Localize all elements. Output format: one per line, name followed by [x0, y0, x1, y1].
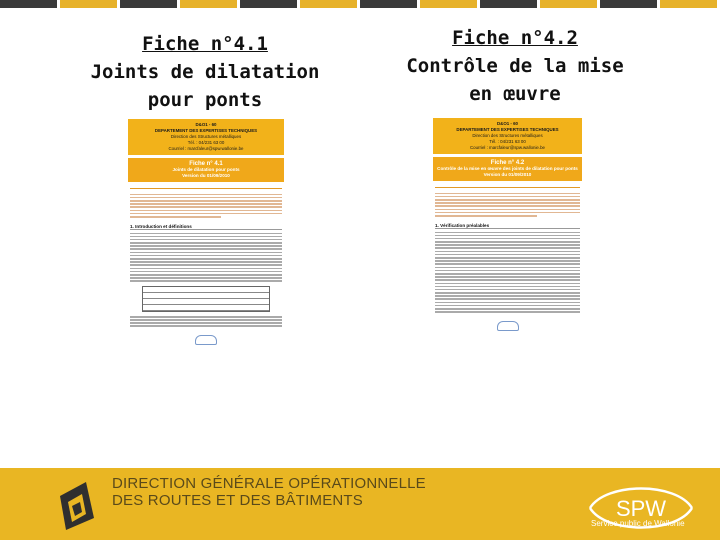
right-doc-version: Version du 01/09/2010	[483, 172, 532, 177]
right-doc-header	[433, 118, 582, 154]
spw-logo-text: SPW	[615, 496, 667, 521]
left-doc-version: Version du 01/09/2010	[182, 173, 230, 178]
left-doc-mail: Courriel : marcfaleur@spw.wallonie.be	[168, 146, 244, 151]
right-doc-dir: Direction des Structures métalliques	[472, 133, 543, 138]
right-doc-note	[435, 187, 580, 217]
spw-logo-icon	[586, 478, 696, 538]
strip-segment	[600, 0, 660, 8]
dgo-logo-icon	[56, 478, 98, 534]
left-document-thumbnail	[128, 119, 284, 459]
top-color-strip	[0, 0, 720, 8]
right-doc-fiche-box	[433, 157, 582, 181]
left-doc-fiche-no: Fiche n° 4.1	[189, 161, 223, 167]
right-document-thumbnail	[433, 118, 582, 442]
right-doc-section-heading: 1. Vérification préalables	[435, 223, 580, 229]
left-doc-tel: Tél. : 04/231 63 00	[187, 140, 225, 145]
left-doc-spw-stamp	[195, 335, 217, 345]
left-doc-fiche-box	[128, 158, 284, 182]
left-doc-note	[130, 188, 282, 218]
left-title-line2: Joints de dilatation	[90, 61, 320, 83]
left-doc-footnotes	[130, 316, 282, 327]
left-doc-code: D&O1 - 60	[195, 122, 217, 127]
left-doc-section-heading: 1. Introduction et définitions	[130, 224, 282, 230]
left-doc-fiche-title: Joints de dilatation pour ponts	[172, 167, 240, 172]
spw-caption: Service public de Wallonie	[591, 519, 685, 528]
right-doc-mail: Courriel : marcfaleur@spw.wallonie.be	[470, 145, 545, 150]
strip-segment	[540, 0, 600, 8]
strip-segment	[300, 0, 360, 8]
left-doc-header	[128, 119, 284, 155]
strip-segment	[420, 0, 480, 8]
footer-direction-text	[112, 475, 426, 509]
footer-band	[0, 468, 720, 540]
strip-segment	[360, 0, 420, 8]
right-title-line1: Fiche n°4.2	[452, 27, 578, 49]
left-title-line1: Fiche n°4.1	[142, 33, 268, 55]
strip-segment	[60, 0, 120, 8]
right-doc-spw-stamp	[497, 321, 519, 331]
right-doc-dept: DEPARTEMENT DES EXPERTISES TECHNIQUES	[456, 127, 559, 132]
left-doc-dir: Direction des Structures métalliques	[170, 134, 242, 139]
footer-line2: DES ROUTES ET DES BÂTIMENTS	[112, 492, 363, 509]
strip-segment	[240, 0, 300, 8]
left-doc-body	[130, 233, 282, 282]
strip-segment	[660, 0, 720, 8]
left-title-line3: pour ponts	[147, 89, 263, 111]
right-doc-fiche-title: Contrôle de la mise en œuvre des joints de dilatation pour ponts	[437, 166, 578, 171]
right-doc-code: D&O1 - 60	[497, 121, 518, 126]
strip-segment	[0, 0, 60, 8]
strip-segment	[180, 0, 240, 8]
right-slide-title	[380, 24, 650, 108]
right-doc-body	[435, 232, 580, 313]
left-slide-title	[60, 30, 350, 114]
left-doc-table	[142, 286, 270, 312]
strip-segment	[120, 0, 180, 8]
footer-line1: DIRECTION GÉNÉRALE OPÉRATIONNELLE	[112, 475, 426, 492]
right-doc-tel: Tél. : 04/231 63 00	[489, 139, 526, 144]
left-doc-dept: DEPARTEMENT DES EXPERTISES TECHNIQUES	[154, 128, 258, 133]
strip-segment	[480, 0, 540, 8]
right-title-line2: Contrôle de la mise	[406, 55, 624, 77]
right-doc-fiche-no: Fiche n° 4.2	[490, 160, 525, 166]
right-title-line3: en œuvre	[469, 83, 561, 105]
